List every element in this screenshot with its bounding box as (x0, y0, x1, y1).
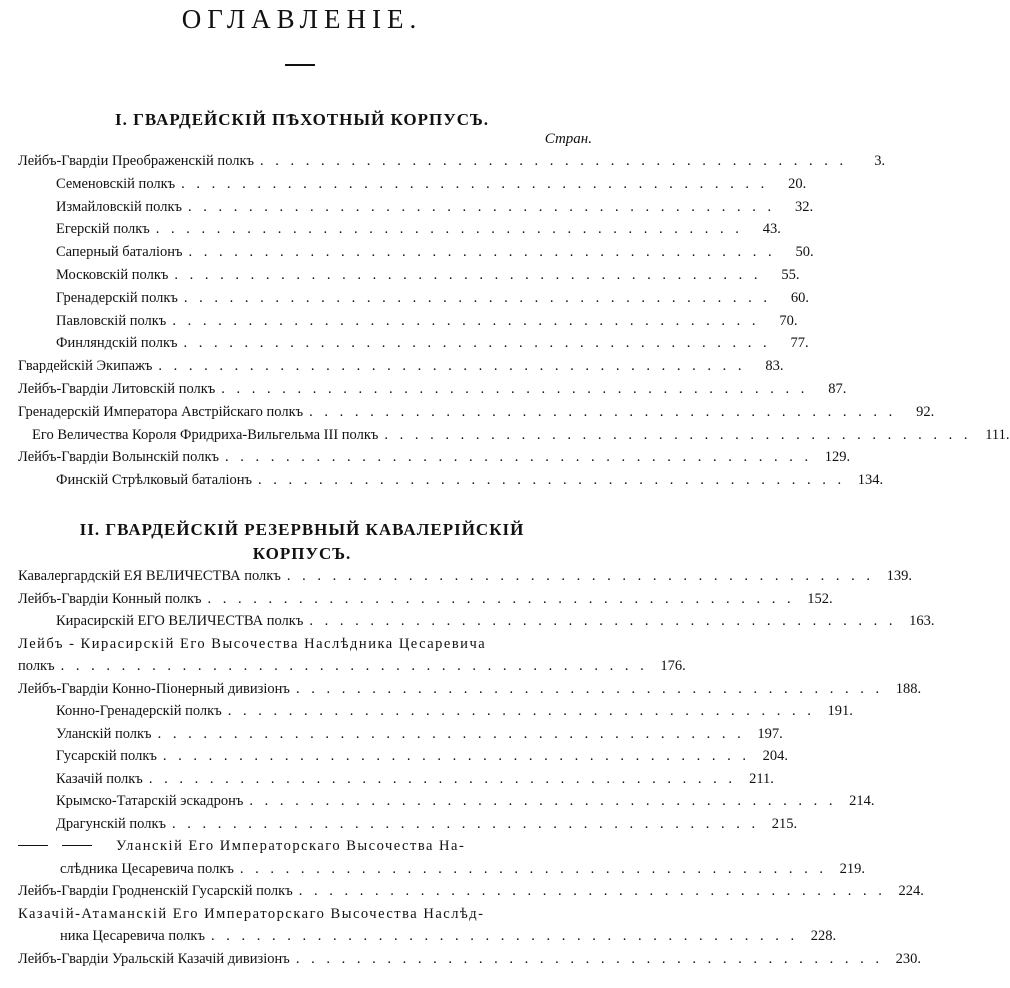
toc-entry-title: Лейбъ-Гвардіи Литовскій полкъ (18, 381, 216, 397)
toc-entry (18, 153, 886, 175)
toc-page-number: 163. (909, 613, 935, 629)
toc-entry-title: Финляндскій полкъ (56, 335, 178, 352)
toc-entry-title: Лейбъ-Гвардіи Преображенскій полкъ (18, 153, 255, 169)
dot-leader: . . . . . . . . . . . . . . . . . . . . . . . . . . . . . . . . . . . . . . . (188, 244, 776, 261)
toc-entry (18, 289, 810, 312)
toc-page-number: 224. (898, 883, 924, 899)
toc-entry (18, 335, 809, 357)
dot-leader: . . . . . . . . . . . . . . . . . . . . . . . . . . . . . . . . . . . . . . . (60, 658, 648, 674)
toc-page-number: 204. (762, 748, 788, 764)
page-title: ОГЛАВЛЕНІЕ. (181, 4, 423, 34)
dot-leader: . . . . . . . . . . . . . . . . . . . . . . . . . . . . . . . . . . . . . . . (210, 928, 799, 944)
toc-entry (18, 906, 571, 928)
toc-entry-title: ника Цесаревича полкъ (60, 928, 205, 944)
dot-leader: . . . . . . . . . . . . . . . . . . . . . . . . . . . . . . . . . . . . . . . (249, 793, 837, 809)
dot-leader: . . . . . . . . . . . . . . . . . . . . . . . . . . . . . . . . . . . . . . . (174, 267, 762, 283)
dot-leader: . . . . . . . . . . . . . . . . . . . . . . . . . . . . . . . . . . . . . . . (183, 289, 772, 306)
toc-page-number: 215. (771, 815, 798, 832)
toc-entry-title: Драгунскій полкъ (56, 815, 167, 832)
dot-leader: . . . . . . . . . . . . . . . . . . . . . . . . . . . . . . . . . . . . . . . (148, 770, 736, 787)
dot-leader: . . . . . . . . . . . . . . . . . . . . . . . . . . . . . . . . . . . . . . . (188, 198, 776, 215)
toc-page-number: 55. (781, 267, 800, 283)
toc-entry-title: Лейбъ-Гвардіи Конный полкъ (18, 590, 202, 607)
toc-entry (18, 950, 921, 973)
dot-leader: . . . . . . . . . . . . . . . . . . . . . . . . . . . . . . . . . . . . . . . (227, 703, 815, 719)
toc-entry (18, 426, 1010, 449)
dot-leader: . . . . . . . . . . . . . . . . . . . . . . . . . . . . . . . . . . . . . . . (183, 335, 771, 352)
dot-leader: . . . . . . . . . . . . . . . . . . . . . . . . . . . . . . . . . . . . . . . (309, 403, 897, 420)
toc-entry-title: Семеновскій полкъ (56, 175, 176, 192)
toc-entry (18, 221, 781, 243)
dot-leader: . . . . . . . . . . . . . . . . . . . . . . . . . . . . . . . . . . . . . . . (260, 153, 848, 169)
toc-entry-title: полкъ (18, 658, 55, 674)
toc-entry (18, 358, 784, 380)
toc-entry (18, 381, 847, 403)
toc-entry (18, 815, 798, 838)
dot-leader: . . . . . . . . . . . . . . . . . . . . . . . . . . . . . . . . . . . . . . . (162, 748, 750, 764)
dot-leader: . . . . . . . . . . . . . . . . . . . . . . . . . . . . . . . . . . . . . . . (181, 175, 769, 192)
toc-entry-title: Конно-Гренадерскій полкъ (56, 703, 222, 719)
ditto-dash (62, 845, 92, 846)
toc-entry (18, 770, 774, 793)
toc-entry-title: Измайловскій полкъ (56, 198, 183, 215)
dot-leader: . . . . . . . . . . . . . . . . . . . . . . . . . . . . . . . . . . . . . . . (157, 725, 745, 742)
toc-page-number: 77. (790, 335, 809, 352)
toc-entry (18, 793, 875, 815)
dot-leader: . . . . . . . . . . . . . . . . . . . . . . . . . . . . . . . . . . . . . . . (221, 381, 809, 397)
toc-entry (18, 658, 686, 680)
toc-entry-title: Саперный баталіонъ (56, 244, 183, 261)
dot-leader: . . . . . . . . . . . . . . . . . . . . . . . . . . . . . . . . . . . . . . . (172, 815, 760, 832)
toc-entry-title: Лейбъ-Гвардіи Конно-Піонерный дивизіонъ (18, 680, 290, 697)
toc-entry (18, 590, 833, 613)
toc-entry (18, 703, 853, 725)
toc-page-number: 211. (749, 770, 774, 787)
toc-entry-title: Уланскій Его Императорскаго Высочества На- (116, 838, 466, 854)
dot-leader: . . . . . . . . . . . . . . . . . . . . . . . . . . . . . . . . . . . . . . . (225, 449, 813, 466)
toc-entry (18, 175, 807, 198)
toc-entry (18, 403, 935, 426)
toc-entry (18, 568, 912, 590)
toc-page-number: 70. (779, 312, 798, 329)
toc-entry (18, 613, 935, 635)
dot-leader: . . . . . . . . . . . . . . . . . . . . . . . . . . . . . . . . . . . . . . . (286, 568, 874, 584)
toc-page-number: 32. (795, 198, 814, 215)
toc-entry-title: Кавалергардскій ЕЯ ВЕЛИЧЕСТВА полкъ (18, 568, 281, 584)
toc-entry (18, 748, 788, 770)
toc-entry (18, 198, 814, 221)
toc-page-number: 214. (849, 793, 875, 809)
toc-entry (60, 928, 837, 950)
title-rule (285, 64, 315, 66)
toc-entry (18, 636, 571, 658)
toc-entry-title: Крымско-Татарскій эскадронъ (56, 793, 244, 809)
toc-entry (18, 883, 924, 905)
dot-leader: . . . . . . . . . . . . . . . . . . . . . . . . . . . . . . . . . . . . . . . (158, 358, 746, 375)
toc-entry (18, 312, 798, 335)
toc-entry-title: Его Величества Короля Фридриха-Вильгельма III полкъ (32, 426, 379, 443)
toc-page-number: 92. (916, 403, 935, 420)
toc-entry-title: Лейбъ-Гвардіи Уральскій Казачій дивизіонъ (18, 950, 290, 967)
toc-page-number: 83. (765, 358, 784, 375)
toc-entry (18, 472, 884, 494)
toc-page-number: 219. (839, 860, 866, 877)
toc-entry-title: слѣдника Цесаревича полкъ (60, 860, 234, 877)
toc-page-number: 134. (857, 472, 884, 489)
toc-page-number: 188. (895, 680, 922, 697)
section1-heading: I. ГВАРДЕЙСКІЙ ПѢХОТНЫЙ КОРПУСЪ. (114, 110, 490, 129)
toc-entry-title: Гренадерскій полкъ (56, 289, 178, 306)
toc-page-number: 176. (660, 658, 686, 674)
toc-page-number: 228. (810, 928, 837, 944)
toc-page-number: 87. (828, 381, 847, 397)
toc-entry-title: Гренадерскій Императора Австрійскаго полкъ (18, 403, 304, 420)
toc-entry (18, 244, 814, 266)
toc-entry-title: Уланскій полкъ (56, 725, 152, 742)
dot-leader: . . . . . . . . . . . . . . . . . . . . . . . . . . . . . . . . . . . . . . . (239, 860, 828, 877)
toc-entry-title: Финскій Стрѣлковый баталіонъ (56, 472, 253, 489)
toc-page-number: 43. (762, 221, 781, 238)
toc-entry (18, 680, 922, 703)
toc-page-number: 197. (757, 725, 783, 742)
toc-entry (18, 838, 571, 860)
toc-page-number: 230. (895, 950, 921, 967)
toc-page-number: 129. (824, 449, 851, 466)
toc-entry (18, 725, 783, 748)
section2-heading-line2: КОРПУСЪ. (252, 544, 352, 563)
toc-entry-title: Егерскій полкъ (56, 221, 150, 238)
toc-entry (18, 267, 800, 289)
page-column-label: Стран. (544, 131, 592, 147)
toc-entry-title: Гусарскій полкъ (56, 748, 157, 764)
toc-entry-title: Лейбъ - Кирасирскій Его Высочества Наслѣдника Цесаревича (18, 635, 487, 652)
toc-page-number: 3. (874, 153, 886, 169)
toc-entry (18, 449, 851, 471)
toc-entry-title: Лейбъ-Гвардіи Гродненскій Гусарскій полкъ (18, 883, 293, 899)
toc-entry-title: Казачій полкъ (56, 770, 143, 787)
toc-page-number: 152. (807, 590, 833, 607)
toc-page-number: 111. (985, 426, 1010, 443)
dot-leader: . . . . . . . . . . . . . . . . . . . . . . . . . . . . . . . . . . . . . . . (295, 950, 883, 967)
toc-entry-title: Лейбъ-Гвардіи Волынскій полкъ (18, 449, 220, 466)
ditto-dash (18, 845, 48, 846)
toc-entry-title: Кирасирскій ЕГО ВЕЛИЧЕСТВА полкъ (56, 613, 304, 629)
dot-leader: . . . . . . . . . . . . . . . . . . . . . . . . . . . . . . . . . . . . . . . (298, 883, 886, 899)
toc-page-number: 191. (827, 703, 853, 719)
dot-leader: . . . . . . . . . . . . . . . . . . . . . . . . . . . . . . . . . . . . . . . (258, 472, 846, 489)
section2-heading-line1: II. ГВАРДЕЙСКІЙ РЕЗЕРВНЫЙ КАВАЛЕРІЙСКІЙ (79, 520, 525, 539)
toc-page-number: 20. (788, 175, 807, 192)
dot-leader: . . . . . . . . . . . . . . . . . . . . . . . . . . . . . . . . . . . . . . . (172, 312, 760, 329)
toc-entry-title: Казачій-Атаманскій Его Императорскаго Высочества Наслѣд- (18, 905, 485, 922)
toc-entry-title: Гвардейскій Экипажъ (18, 358, 153, 375)
dot-leader: . . . . . . . . . . . . . . . . . . . . . . . . . . . . . . . . . . . . . . . (155, 221, 743, 238)
dot-leader: . . . . . . . . . . . . . . . . . . . . . . . . . . . . . . . . . . . . . . . (295, 680, 884, 697)
toc-page-number: 50. (795, 244, 814, 261)
dot-leader: . . . . . . . . . . . . . . . . . . . . . . . . . . . . . . . . . . . . . . . (309, 613, 897, 629)
dot-leader: . . . . . . . . . . . . . . . . . . . . . . . . . . . . . . . . . . . . . . . (207, 590, 795, 607)
toc-entry-title: Московскій полкъ (56, 267, 169, 283)
toc-entry (60, 860, 866, 883)
toc-entry-title: Павловскій полкъ (56, 312, 167, 329)
toc-page-number: 60. (790, 289, 810, 306)
dot-leader: . . . . . . . . . . . . . . . . . . . . . . . . . . . . . . . . . . . . . . . (384, 426, 972, 443)
toc-page-number: 139. (886, 568, 912, 584)
